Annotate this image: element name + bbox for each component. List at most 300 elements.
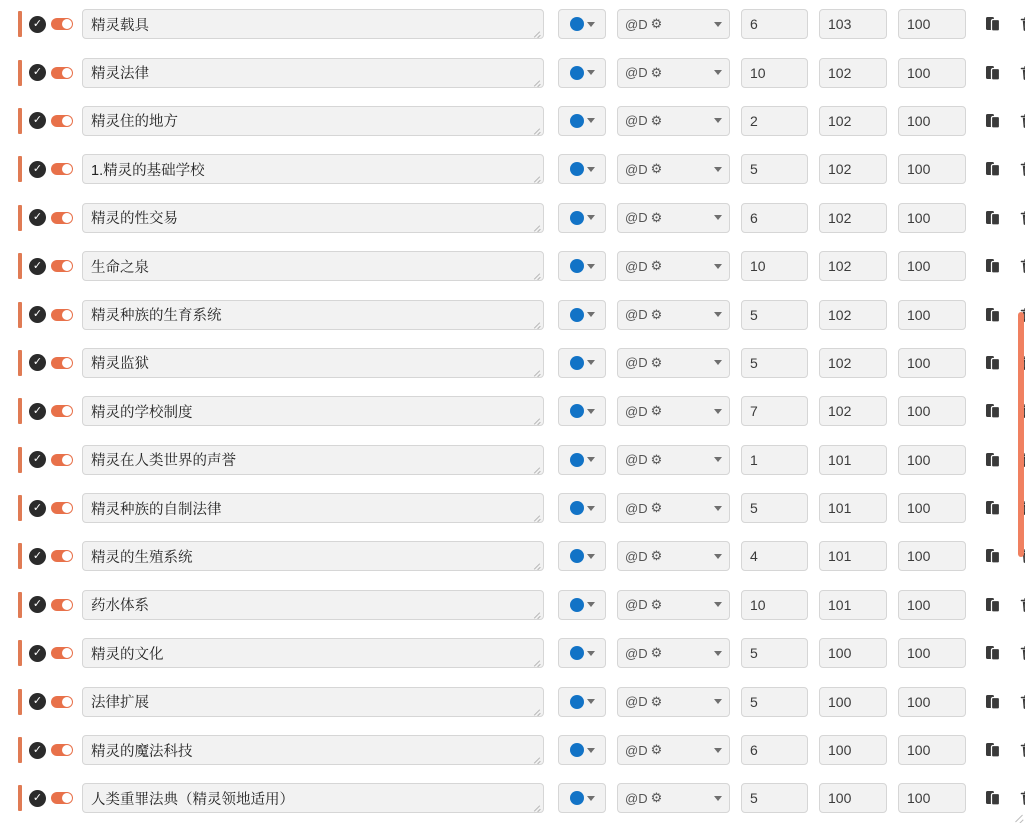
weight-input[interactable]: [819, 396, 887, 426]
color-dot-icon: [570, 66, 584, 80]
title-input[interactable]: [82, 154, 544, 184]
duplicate-icon[interactable]: [980, 447, 1006, 473]
percent-value: 100: [907, 112, 931, 129]
textarea-resize-grip[interactable]: [533, 368, 541, 376]
percent-input[interactable]: [898, 9, 966, 39]
toggle-switch[interactable]: [51, 212, 73, 224]
title-input[interactable]: [82, 687, 544, 717]
weight-input[interactable]: [819, 348, 887, 378]
toggle-switch[interactable]: [51, 309, 73, 321]
check-icon[interactable]: ✓: [29, 548, 46, 565]
count-value: 1: [750, 451, 758, 468]
title-input[interactable]: [82, 348, 544, 378]
weight-input[interactable]: [819, 493, 887, 523]
count-input[interactable]: [741, 783, 808, 813]
weight-value: 102: [828, 209, 852, 226]
check-icon[interactable]: ✓: [29, 354, 46, 371]
type-label: @D: [625, 645, 648, 661]
count-input[interactable]: [741, 445, 808, 475]
color-dot-icon: [570, 308, 584, 322]
type-label: @D: [625, 161, 648, 177]
title-text: 精灵在人类世界的声誉: [91, 453, 236, 470]
check-icon[interactable]: ✓: [29, 16, 46, 33]
percent-input[interactable]: [898, 203, 966, 233]
title-input[interactable]: [82, 9, 544, 39]
type-label: @D: [625, 403, 648, 419]
check-icon[interactable]: ✓: [29, 403, 46, 420]
title-text: 精灵的生殖系统: [91, 549, 193, 566]
color-dot-icon: [570, 598, 584, 612]
title-text: 法律扩展: [91, 695, 149, 712]
check-icon[interactable]: ✓: [29, 693, 46, 710]
chevron-down-icon: [714, 312, 722, 317]
drag-handle-icon[interactable]: [18, 495, 22, 521]
percent-input[interactable]: [898, 300, 966, 330]
chevron-down-icon: [714, 699, 722, 704]
drag-handle-icon[interactable]: [18, 640, 22, 666]
duplicate-icon[interactable]: [980, 495, 1006, 521]
type-select[interactable]: [617, 493, 730, 523]
drag-handle-icon[interactable]: [18, 60, 22, 86]
type-select[interactable]: [617, 203, 730, 233]
check-icon[interactable]: ✓: [29, 258, 46, 275]
chevron-down-icon: [714, 602, 722, 607]
title-input[interactable]: [82, 541, 544, 571]
weight-input[interactable]: [819, 106, 887, 136]
title-input[interactable]: [82, 396, 544, 426]
gear-icon: ⚙: [650, 742, 663, 758]
color-select[interactable]: [558, 783, 606, 813]
drag-handle-icon[interactable]: [18, 785, 22, 811]
count-input[interactable]: [741, 203, 808, 233]
chevron-down-icon: [587, 312, 595, 317]
type-select[interactable]: [617, 687, 730, 717]
count-input[interactable]: [741, 154, 808, 184]
textarea-resize-grip[interactable]: [533, 561, 541, 569]
gear-icon: ⚙: [650, 258, 663, 274]
duplicate-icon[interactable]: [980, 60, 1006, 86]
percent-input[interactable]: [898, 687, 966, 717]
type-select[interactable]: [617, 396, 730, 426]
color-dot-icon: [570, 501, 584, 515]
title-input[interactable]: [82, 203, 544, 233]
color-select[interactable]: [558, 106, 606, 136]
type-label: @D: [625, 500, 648, 516]
toggle-switch[interactable]: [51, 599, 73, 611]
check-icon[interactable]: ✓: [29, 306, 46, 323]
table-row[interactable]: [0, 581, 1025, 629]
type-select[interactable]: [617, 58, 730, 88]
gear-icon: ⚙: [650, 596, 663, 612]
toggle-switch[interactable]: [51, 696, 73, 708]
textarea-resize-grip[interactable]: [533, 78, 541, 86]
percent-value: 100: [907, 16, 931, 33]
weight-value: 101: [828, 596, 852, 613]
count-value: 2: [750, 112, 758, 129]
color-select[interactable]: [558, 154, 606, 184]
color-select[interactable]: [558, 687, 606, 717]
toggle-switch[interactable]: [51, 405, 73, 417]
count-input[interactable]: [741, 9, 808, 39]
percent-input[interactable]: [898, 783, 966, 813]
toggle-switch[interactable]: [51, 115, 73, 127]
chevron-down-icon: [587, 457, 595, 462]
chevron-down-icon: [714, 70, 722, 75]
textarea-resize-grip[interactable]: [533, 755, 541, 763]
percent-input[interactable]: [898, 251, 966, 281]
drag-handle-icon[interactable]: [18, 592, 22, 618]
weight-value: 103: [828, 16, 852, 33]
percent-input[interactable]: [898, 58, 966, 88]
table-row[interactable]: [0, 774, 1025, 822]
count-input[interactable]: [741, 396, 808, 426]
percent-input[interactable]: [898, 541, 966, 571]
drag-handle-icon[interactable]: [18, 11, 22, 37]
duplicate-icon[interactable]: [980, 350, 1006, 376]
check-icon[interactable]: ✓: [29, 209, 46, 226]
percent-input[interactable]: [898, 590, 966, 620]
table-row[interactable]: [0, 629, 1025, 677]
toggle-switch[interactable]: [51, 67, 73, 79]
duplicate-icon[interactable]: [980, 398, 1006, 424]
count-input[interactable]: [741, 58, 808, 88]
count-value: 5: [750, 161, 758, 178]
table-row[interactable]: [0, 532, 1025, 580]
type-select[interactable]: [617, 735, 730, 765]
table-row[interactable]: [0, 290, 1025, 338]
count-value: 7: [750, 403, 758, 420]
check-icon[interactable]: ✓: [29, 161, 46, 178]
weight-value: 102: [828, 354, 852, 371]
duplicate-icon[interactable]: [980, 785, 1006, 811]
title-input[interactable]: [82, 783, 544, 813]
textarea-resize-grip[interactable]: [533, 271, 541, 279]
type-label: @D: [625, 65, 648, 81]
weight-input[interactable]: [819, 541, 887, 571]
title-text: 精灵的性交易: [91, 211, 178, 228]
title-text: 人类重罪法典（精灵领地适用）: [91, 791, 294, 808]
table-row[interactable]: [0, 194, 1025, 242]
drag-handle-icon[interactable]: [18, 737, 22, 763]
check-icon[interactable]: ✓: [29, 790, 46, 807]
drag-handle-icon[interactable]: [18, 689, 22, 715]
count-value: 4: [750, 548, 758, 565]
weight-input[interactable]: [819, 58, 887, 88]
color-select[interactable]: [558, 203, 606, 233]
count-input[interactable]: [741, 687, 808, 717]
chevron-down-icon: [714, 506, 722, 511]
textarea-resize-grip[interactable]: [533, 513, 541, 521]
percent-input[interactable]: [898, 396, 966, 426]
type-select[interactable]: [617, 445, 730, 475]
gear-icon: ⚙: [650, 403, 663, 419]
drag-handle-icon[interactable]: [18, 398, 22, 424]
weight-input[interactable]: [819, 783, 887, 813]
type-select[interactable]: [617, 9, 730, 39]
type-select[interactable]: [617, 154, 730, 184]
color-select[interactable]: [558, 9, 606, 39]
gear-icon: ⚙: [650, 693, 663, 709]
color-select[interactable]: [558, 348, 606, 378]
chevron-down-icon: [714, 22, 722, 27]
textarea-resize-grip[interactable]: [533, 610, 541, 618]
chevron-down-icon: [587, 264, 595, 269]
color-select[interactable]: [558, 445, 606, 475]
type-select[interactable]: [617, 541, 730, 571]
type-select[interactable]: [617, 783, 730, 813]
textarea-resize-grip[interactable]: [533, 465, 541, 473]
title-text: 精灵的文化: [91, 646, 164, 663]
type-label: @D: [625, 452, 648, 468]
color-dot-icon: [570, 162, 584, 176]
toggle-switch[interactable]: [51, 550, 73, 562]
duplicate-icon[interactable]: [980, 156, 1006, 182]
type-select[interactable]: [617, 251, 730, 281]
weight-input[interactable]: [819, 203, 887, 233]
check-icon[interactable]: ✓: [29, 596, 46, 613]
weight-input[interactable]: [819, 251, 887, 281]
table-row[interactable]: [0, 339, 1025, 387]
percent-value: 100: [907, 500, 931, 517]
color-select[interactable]: [558, 541, 606, 571]
count-input[interactable]: [741, 638, 808, 668]
gear-icon: ⚙: [650, 161, 663, 177]
gear-icon: ⚙: [650, 112, 663, 128]
weight-input[interactable]: [819, 590, 887, 620]
percent-value: 100: [907, 403, 931, 420]
count-value: 6: [750, 16, 758, 33]
color-select[interactable]: [558, 300, 606, 330]
title-input[interactable]: [82, 106, 544, 136]
check-icon[interactable]: ✓: [29, 500, 46, 517]
type-label: @D: [625, 694, 648, 710]
table-row[interactable]: [0, 145, 1025, 193]
weight-value: 102: [828, 161, 852, 178]
check-icon[interactable]: ✓: [29, 451, 46, 468]
textarea-resize-grip[interactable]: [533, 223, 541, 231]
type-select[interactable]: [617, 300, 730, 330]
count-input[interactable]: [741, 735, 808, 765]
chevron-down-icon: [587, 506, 595, 511]
type-label: @D: [625, 355, 648, 371]
percent-value: 100: [907, 209, 931, 226]
duplicate-icon[interactable]: [980, 108, 1006, 134]
count-value: 10: [750, 258, 766, 275]
percent-input[interactable]: [898, 154, 966, 184]
duplicate-icon[interactable]: [980, 205, 1006, 231]
count-value: 5: [750, 693, 758, 710]
count-input[interactable]: [741, 541, 808, 571]
textarea-resize-grip[interactable]: [533, 803, 541, 811]
weight-input[interactable]: [819, 638, 887, 668]
chevron-down-icon: [587, 409, 595, 414]
color-dot-icon: [570, 259, 584, 273]
chevron-down-icon: [587, 118, 595, 123]
textarea-resize-grip[interactable]: [533, 658, 541, 666]
weight-input[interactable]: [819, 300, 887, 330]
drag-handle-icon[interactable]: [18, 447, 22, 473]
percent-value: 100: [907, 451, 931, 468]
drag-handle-icon[interactable]: [18, 350, 22, 376]
check-icon[interactable]: ✓: [29, 64, 46, 81]
textarea-resize-grip[interactable]: [533, 174, 541, 182]
title-input[interactable]: [82, 251, 544, 281]
textarea-resize-grip[interactable]: [533, 320, 541, 328]
color-select[interactable]: [558, 251, 606, 281]
toggle-switch[interactable]: [51, 647, 73, 659]
toggle-switch[interactable]: [51, 502, 73, 514]
table-row[interactable]: [0, 0, 1025, 48]
weight-input[interactable]: [819, 9, 887, 39]
toggle-switch[interactable]: [51, 744, 73, 756]
textarea-resize-grip[interactable]: [533, 126, 541, 134]
check-icon[interactable]: ✓: [29, 742, 46, 759]
weight-input[interactable]: [819, 154, 887, 184]
color-dot-icon: [570, 791, 584, 805]
title-input[interactable]: [82, 638, 544, 668]
count-value: 6: [750, 209, 758, 226]
percent-value: 100: [907, 64, 931, 81]
chevron-down-icon: [587, 167, 595, 172]
color-dot-icon: [570, 114, 584, 128]
toggle-switch[interactable]: [51, 454, 73, 466]
type-label: @D: [625, 548, 648, 564]
table-row[interactable]: [0, 48, 1025, 96]
duplicate-icon[interactable]: [980, 302, 1006, 328]
type-select[interactable]: [617, 590, 730, 620]
count-value: 5: [750, 354, 758, 371]
drag-handle-icon[interactable]: [18, 253, 22, 279]
color-select[interactable]: [558, 493, 606, 523]
duplicate-icon[interactable]: [980, 737, 1006, 763]
percent-input[interactable]: [898, 106, 966, 136]
drag-handle-icon[interactable]: [18, 156, 22, 182]
title-text: 精灵种族的生育系统: [91, 308, 222, 325]
color-dot-icon: [570, 646, 584, 660]
duplicate-icon[interactable]: [980, 640, 1006, 666]
drag-handle-icon[interactable]: [18, 543, 22, 569]
color-select[interactable]: [558, 590, 606, 620]
duplicate-icon[interactable]: [980, 253, 1006, 279]
chevron-down-icon: [714, 215, 722, 220]
type-select[interactable]: [617, 348, 730, 378]
color-dot-icon: [570, 549, 584, 563]
title-text: 精灵种族的自制法律: [91, 501, 222, 518]
check-icon[interactable]: ✓: [29, 645, 46, 662]
type-label: @D: [625, 258, 648, 274]
weight-input[interactable]: [819, 735, 887, 765]
type-select[interactable]: [617, 638, 730, 668]
percent-value: 100: [907, 354, 931, 371]
weight-value: 101: [828, 451, 852, 468]
gear-icon: ⚙: [650, 209, 663, 225]
duplicate-icon[interactable]: [980, 11, 1006, 37]
table-row[interactable]: [0, 387, 1025, 435]
drag-handle-icon[interactable]: [18, 108, 22, 134]
toggle-switch[interactable]: [51, 357, 73, 369]
title-input[interactable]: [82, 493, 544, 523]
type-select[interactable]: [617, 106, 730, 136]
title-input[interactable]: [82, 590, 544, 620]
table-row[interactable]: [0, 242, 1025, 290]
color-dot-icon: [570, 743, 584, 757]
textarea-resize-grip[interactable]: [533, 416, 541, 424]
duplicate-icon[interactable]: [980, 689, 1006, 715]
duplicate-icon[interactable]: [980, 592, 1006, 618]
weight-value: 101: [828, 500, 852, 517]
percent-input[interactable]: [898, 445, 966, 475]
textarea-resize-grip[interactable]: [533, 707, 541, 715]
color-select[interactable]: [558, 735, 606, 765]
type-label: @D: [625, 210, 648, 226]
count-input[interactable]: [741, 106, 808, 136]
scrollbar-thumb[interactable]: [1018, 312, 1024, 557]
title-input[interactable]: [82, 300, 544, 330]
percent-value: 100: [907, 596, 931, 613]
color-dot-icon: [570, 356, 584, 370]
chevron-down-icon: [587, 748, 595, 753]
gear-icon: ⚙: [650, 354, 663, 370]
check-icon[interactable]: ✓: [29, 112, 46, 129]
resize-corner-grip[interactable]: [1014, 812, 1024, 822]
textarea-resize-grip[interactable]: [533, 29, 541, 37]
percent-input[interactable]: [898, 493, 966, 523]
percent-input[interactable]: [898, 638, 966, 668]
chevron-down-icon: [714, 748, 722, 753]
count-input[interactable]: [741, 590, 808, 620]
toggle-switch[interactable]: [51, 792, 73, 804]
title-text: 精灵法律: [91, 66, 149, 83]
table-row[interactable]: [0, 677, 1025, 725]
title-input[interactable]: [82, 735, 544, 765]
title-input[interactable]: [82, 445, 544, 475]
count-value: 6: [750, 742, 758, 759]
weight-value: 102: [828, 403, 852, 420]
color-select[interactable]: [558, 58, 606, 88]
title-text: 精灵的学校制度: [91, 404, 193, 421]
drag-handle-icon[interactable]: [18, 302, 22, 328]
table-row[interactable]: [0, 484, 1025, 532]
gear-icon: ⚙: [650, 306, 663, 322]
chevron-down-icon: [714, 167, 722, 172]
toggle-switch[interactable]: [51, 260, 73, 272]
toggle-switch[interactable]: [51, 163, 73, 175]
table-row[interactable]: [0, 97, 1025, 145]
chevron-down-icon: [714, 118, 722, 123]
duplicate-icon[interactable]: [980, 543, 1006, 569]
type-label: @D: [625, 597, 648, 613]
vertical-scrollbar[interactable]: [1017, 0, 1025, 823]
count-input[interactable]: [741, 348, 808, 378]
table-row[interactable]: [0, 436, 1025, 484]
table-row[interactable]: [0, 726, 1025, 774]
color-select[interactable]: [558, 638, 606, 668]
color-dot-icon: [570, 404, 584, 418]
weight-input[interactable]: [819, 687, 887, 717]
count-input[interactable]: [741, 300, 808, 330]
weight-value: 100: [828, 742, 852, 759]
drag-handle-icon[interactable]: [18, 205, 22, 231]
percent-input[interactable]: [898, 735, 966, 765]
weight-input[interactable]: [819, 445, 887, 475]
count-input[interactable]: [741, 251, 808, 281]
percent-input[interactable]: [898, 348, 966, 378]
count-input[interactable]: [741, 493, 808, 523]
color-select[interactable]: [558, 396, 606, 426]
weight-value: 100: [828, 693, 852, 710]
toggle-switch[interactable]: [51, 18, 73, 30]
title-input[interactable]: [82, 58, 544, 88]
